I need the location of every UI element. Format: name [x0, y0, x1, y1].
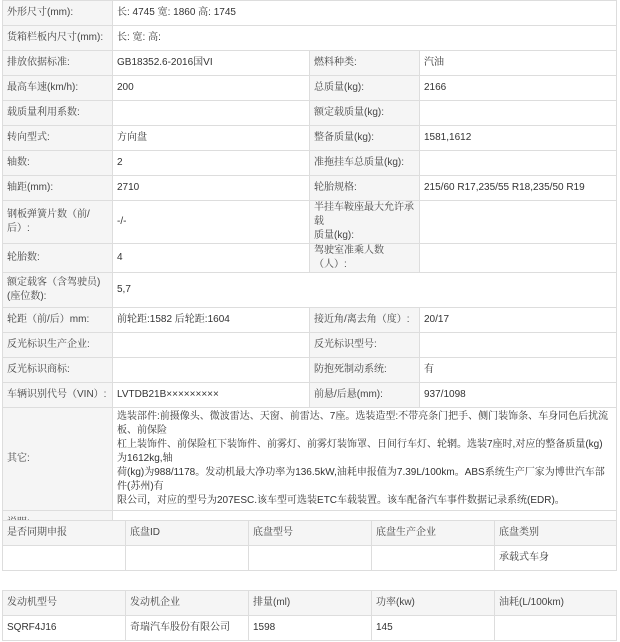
- track-label: 轮距（前/后）mm:: [3, 308, 113, 333]
- other-line: 杠上装饰件、前保险杠下装饰件、前雾灯、前雾灯装饰罩、日间行车灯、轮辋。选装7座时,对应的整备质量(kg)为1612kg,轴: [117, 439, 603, 464]
- engine-header-cell: 发动机型号: [3, 591, 126, 616]
- angle-label: 接近角/离去角（度）:: [310, 308, 420, 333]
- fuel-type-label: 燃料种类:: [310, 51, 420, 76]
- rated-load-label: 额定载质量(kg):: [310, 101, 420, 126]
- chassis-header-cell: 底盘型号: [249, 521, 372, 546]
- engine-value-cell: 1598: [249, 616, 372, 641]
- cab-seats-value: [420, 244, 617, 273]
- max-speed-label: 最高车速(km/h):: [3, 76, 113, 101]
- cargo-value: 长: 宽: 高:: [113, 26, 617, 51]
- steering-label: 转向型式:: [3, 126, 113, 151]
- engine-value-cell: [495, 616, 617, 641]
- chassis-value-row: [3, 546, 617, 571]
- saddle-label: [310, 201, 420, 244]
- spring-value: -/-: [113, 201, 310, 244]
- engine-value-cell: 145: [372, 616, 495, 641]
- spec-row-reflect-brand: [3, 358, 617, 383]
- spec-row-track: [3, 308, 617, 333]
- rated-load-value: [420, 101, 617, 126]
- dims-value: 长: 4745 宽: 1860 高: 1745: [113, 1, 617, 26]
- wheelbase-label: 轴距(mm):: [3, 176, 113, 201]
- other-line: 选装部件:前摄像头、微波雷达、天窗、前雷达、7座。选装造型:不带亮条门把手、侧门装饰条、车身同色后扰流板、前保险: [117, 411, 609, 436]
- chassis-value-cell: [3, 546, 126, 571]
- overhang-label: 前悬/后悬(mm):: [310, 383, 420, 408]
- seats-label-line1: 额定载客（含驾驶员): [7, 277, 101, 288]
- emission-label: 排放依据标准:: [3, 51, 113, 76]
- reflect-model-label: 反光标识型号:: [310, 333, 420, 358]
- engine-header-cell: 油耗(L/100km): [495, 591, 617, 616]
- other-value: [113, 408, 617, 511]
- saddle-value: [420, 201, 617, 244]
- trailer-mass-value: [420, 151, 617, 176]
- steering-value: 方向盘: [113, 126, 310, 151]
- spec-row-load: [3, 101, 617, 126]
- saddle-label-line1: 半挂车鞍座最大允许承载: [314, 202, 414, 227]
- tire-spec-label: 轮胎规格:: [310, 176, 420, 201]
- max-speed-value: 200: [113, 76, 310, 101]
- chassis-value-cell: 承载式车身: [495, 546, 617, 571]
- reflect-brand-value: [113, 358, 310, 383]
- engine-value-row: [3, 616, 617, 641]
- reflect-model-value: [420, 333, 617, 358]
- reflect-company-value: [113, 333, 310, 358]
- chassis-value-cell: [372, 546, 495, 571]
- track-value: 前轮距:1582 后轮距:1604: [113, 308, 310, 333]
- axles-label: 轴数:: [3, 151, 113, 176]
- spec-row-emission: [3, 51, 617, 76]
- vin-label: 车辆识别代号（VIN）:: [3, 383, 113, 408]
- curb-mass-value: 1581,1612: [420, 126, 617, 151]
- abs-label: 防抱死制动系统:: [310, 358, 420, 383]
- load-util-label: 载质量利用系数:: [3, 101, 113, 126]
- seats-label-line2: (座位数):: [7, 291, 47, 302]
- spec-row-seats: [3, 273, 617, 308]
- spring-label-line1: 钢板弹簧片数（前/: [7, 209, 90, 220]
- overhang-value: 937/1098: [420, 383, 617, 408]
- chassis-header-cell: 底盘类别: [495, 521, 617, 546]
- engine-header-cell: 功率(kw): [372, 591, 495, 616]
- spec-row-wheelbase: [3, 176, 617, 201]
- other-line: 限公司，对应的型号为207ESC.该车型可选装ETC车载装置。该车配备汽车事件数据记录系统(EDR)。: [117, 495, 565, 506]
- chassis-header-cell: 底盘ID: [126, 521, 249, 546]
- emission-value: GB18352.6-2016国VI: [113, 51, 310, 76]
- seats-value: 5,7: [113, 273, 617, 308]
- spec-row-spring: [3, 201, 617, 244]
- chassis-header-cell: 底盘生产企业: [372, 521, 495, 546]
- chassis-value-cell: [126, 546, 249, 571]
- chassis-header-cell: 是否同期申报: [3, 521, 126, 546]
- trailer-mass-label: 准拖挂车总质量(kg):: [310, 151, 420, 176]
- engine-value-cell: SQRF4J16: [3, 616, 126, 641]
- total-mass-value: 2166: [420, 76, 617, 101]
- cargo-label: 货箱栏板内尺寸(mm):: [3, 26, 113, 51]
- seats-label: [3, 273, 113, 308]
- engine-header-cell: 发动机企业: [126, 591, 249, 616]
- chassis-header-row: [3, 521, 617, 546]
- engine-header-row: [3, 591, 617, 616]
- other-label: 其它:: [3, 408, 113, 511]
- spring-label-line2: 后）:: [7, 223, 30, 234]
- abs-value: 有: [420, 358, 617, 383]
- spec-row-speed: [3, 76, 617, 101]
- spec-row-other: [3, 408, 617, 511]
- vin-value: LVTDB21B×××××××××: [113, 383, 310, 408]
- load-util-value: [113, 101, 310, 126]
- tire-spec-value: 215/60 R17,235/55 R18,235/50 R19: [420, 176, 617, 201]
- dims-label: 外形尺寸(mm):: [3, 1, 113, 26]
- reflect-brand-label: 反光标识商标:: [3, 358, 113, 383]
- spec-row-steering: [3, 126, 617, 151]
- axles-value: 2: [113, 151, 310, 176]
- curb-mass-label: 整备质量(kg):: [310, 126, 420, 151]
- spring-label: [3, 201, 113, 244]
- spec-row-dimensions: [3, 1, 617, 26]
- spec-row-cargo: [3, 26, 617, 51]
- spec-row-vin: [3, 383, 617, 408]
- tire-count-label: 轮胎数:: [3, 244, 113, 273]
- chassis-table: [2, 520, 617, 571]
- fuel-type-value: 汽油: [420, 51, 617, 76]
- saddle-label-line2: 质量(kg):: [314, 230, 354, 241]
- engine-header-cell: 排量(ml): [249, 591, 372, 616]
- vehicle-spec-table: [2, 0, 617, 561]
- engine-table: [2, 590, 617, 641]
- spec-row-axles: [3, 151, 617, 176]
- total-mass-label: 总质量(kg):: [310, 76, 420, 101]
- chassis-value-cell: [249, 546, 372, 571]
- spec-row-tires: [3, 244, 617, 273]
- reflect-company-label: 反光标识生产企业:: [3, 333, 113, 358]
- spec-row-reflect-co: [3, 333, 617, 358]
- cab-seats-label: 驾驶室准乘人数（人）:: [310, 244, 420, 273]
- angle-value: 20/17: [420, 308, 617, 333]
- other-line: 荷(kg)为988/1178。发动机最大净功率为136.5kW,油耗申报值为7.39L/100km。ABS系统生产厂家为博世汽车部件(苏州)有: [117, 467, 605, 492]
- wheelbase-value: 2710: [113, 176, 310, 201]
- tire-count-value: 4: [113, 244, 310, 273]
- engine-value-cell: 奇瑞汽车股份有限公司: [126, 616, 249, 641]
